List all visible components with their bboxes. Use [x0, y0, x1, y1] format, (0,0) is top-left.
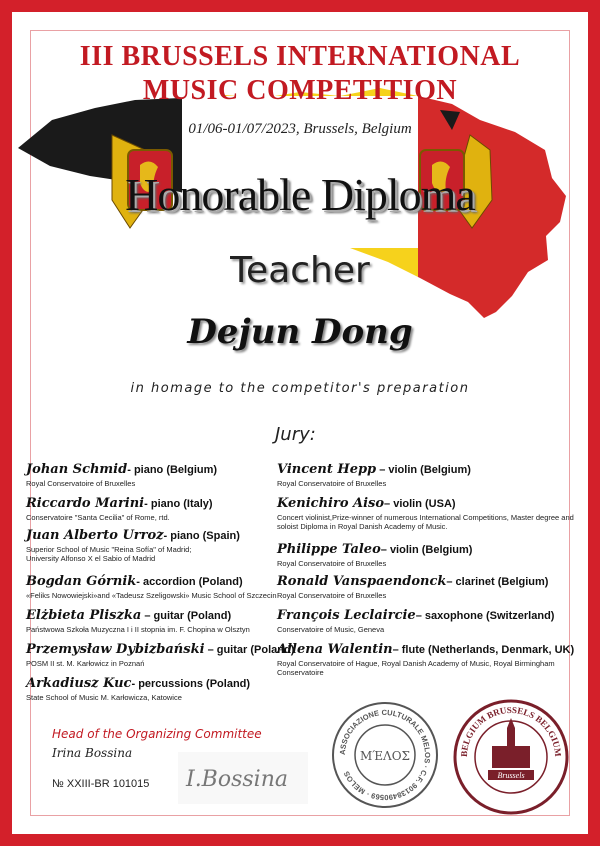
jury-member: [26, 606, 301, 640]
right-seal-ring-text: BELGIUM BRUSSELS BELGIUM: [458, 704, 564, 758]
recipient-name: Dejun Dong: [187, 312, 413, 352]
jury-member-affiliation: Royal Conservatoire of Bruxelles: [277, 559, 387, 568]
jury-member-affiliation: Conservatoire "Santa Cecilia" of Rome, rtd.: [26, 513, 170, 522]
jury-member-role: – flute (Netherlands, Denmark, UK): [392, 644, 575, 656]
jury-member-name: Vincent Hepp: [277, 462, 377, 477]
jury-member: [277, 640, 577, 677]
jury-member-name: François Leclaircie: [277, 608, 416, 623]
diploma-title: Honorable Diploma: [125, 169, 475, 220]
jury-member-name: Riccardo Marini: [26, 496, 145, 511]
jury-member-affiliation: Royal Conservatoire of Bruxelles: [277, 479, 387, 488]
head-of-committee-label: Head of the Organizing Committee: [52, 727, 262, 741]
jury-left-column: [26, 460, 301, 706]
homage-text: in homage to the competitor's preparation: [130, 381, 470, 396]
head-of-committee-name: Irina Bossina: [52, 746, 133, 760]
jury-member: [277, 460, 577, 494]
jury-member: [277, 540, 577, 572]
jury-member-affiliation: Państwowa Szkoła Muzyczna I i II stopnia im. F. Chopina w Olsztyn: [26, 625, 250, 634]
jury-member: [277, 606, 577, 640]
jury-member: [26, 674, 301, 706]
jury-member-role: - piano (Belgium): [127, 464, 218, 476]
right-seal-banner: Brussels: [497, 771, 525, 780]
jury-heading: Jury:: [275, 424, 316, 445]
jury-member-affiliation: POSM II st. M. Karłowicz in Poznań: [26, 659, 145, 668]
jury-member-name: Juan Alberto Urroz: [26, 528, 164, 543]
jury-member-role: – violin (USA): [384, 498, 456, 510]
jury-member-role: – clarinet (Belgium): [446, 576, 549, 588]
jury-member-name: Przemysław Dybizbański: [26, 642, 205, 657]
jury-member-affiliation: «Feliks Nowowiejski»and «Tadeusz Szeligowski» Music School of Szczecin: [26, 591, 277, 600]
jury-member-name: Johan Schmid: [26, 462, 128, 477]
melos-seal-icon: [330, 700, 440, 810]
brussels-seal-icon: [452, 698, 570, 816]
jury-member: [26, 572, 301, 606]
jury-member-role: – guitar (Poland): [141, 610, 232, 622]
jury-right-column: [277, 460, 577, 677]
jury-member-name: Elżbieta Pliszka: [26, 608, 142, 623]
jury-member-affiliation: Superior School of Music "Reina Sofía" of Madrid; University Alfonso X el Sabio of Madrid: [26, 545, 192, 563]
jury-member-affiliation: Royal Conservatoire of Bruxelles: [277, 591, 387, 600]
jury-member-name: Ronald Vanspaendonck: [277, 574, 447, 589]
jury-member-role: – violin (Belgium): [376, 464, 471, 476]
competition-title-line1: III BRUSSELS INTERNATIONAL: [79, 41, 521, 72]
jury-member-name: Kenichiro Aiso: [277, 496, 385, 511]
jury-member-affiliation: Royal Conservatoire of Hague, Royal Danish Academy of Music, Royal Birmingham Conservatoire: [277, 659, 555, 677]
jury-member: [26, 460, 301, 494]
diploma-number: № XXIII-BR 101015: [52, 778, 150, 790]
jury-member: [277, 572, 577, 606]
signature-text: I.Bossina: [186, 767, 288, 792]
jury-member-name: Philippe Taleo: [277, 542, 381, 557]
jury-member-affiliation: Concert violinist,Prize-winner of numerous International Competitions, Master degree and soloist Diploma in Royal Danish Academy of Music.: [277, 513, 574, 531]
signature-icon: [178, 752, 308, 804]
jury-member-role: - piano (Italy): [144, 498, 213, 510]
diploma-category: Teacher: [230, 250, 370, 291]
jury-member-role: – guitar (Poland): [204, 644, 295, 656]
jury-member-role: – saxophone (Switzerland): [415, 610, 555, 622]
jury-member-role: - accordion (Poland): [136, 576, 243, 588]
jury-member: [277, 494, 577, 540]
jury-member: [26, 494, 301, 526]
jury-member-name: Arkadiusz Kuc: [26, 676, 132, 691]
jury-member-affiliation: State School of Music M. Karłowicza, Katowice: [26, 693, 182, 702]
town-hall-icon: [492, 718, 530, 768]
jury-member: [26, 640, 301, 674]
jury-member-role: – violin (Belgium): [380, 544, 473, 556]
left-seal-ring-text: ASSOCIAZIONE CULTURALE MELOS · C.F. 90138490569 · MELOS: [337, 707, 433, 803]
competition-title-line2: MUSIC COMPETITION: [142, 75, 458, 106]
jury-member-role: - piano (Spain): [163, 530, 240, 542]
jury-member-affiliation: Royal Conservatoire of Bruxelles: [26, 479, 136, 488]
jury-member: [26, 526, 301, 572]
jury-member-affiliation: Conservatoire of Music, Geneva: [277, 625, 385, 634]
competition-dates: 01/06-01/07/2023, Brussels, Belgium: [188, 121, 412, 137]
jury-member-name: Allena Walentin: [277, 642, 393, 657]
left-seal-center-text: ΜΈΛΟΣ: [359, 749, 411, 763]
jury-member-role: - percussions (Poland): [131, 678, 251, 690]
jury-member-name: Bogdan Górnik: [26, 574, 137, 589]
